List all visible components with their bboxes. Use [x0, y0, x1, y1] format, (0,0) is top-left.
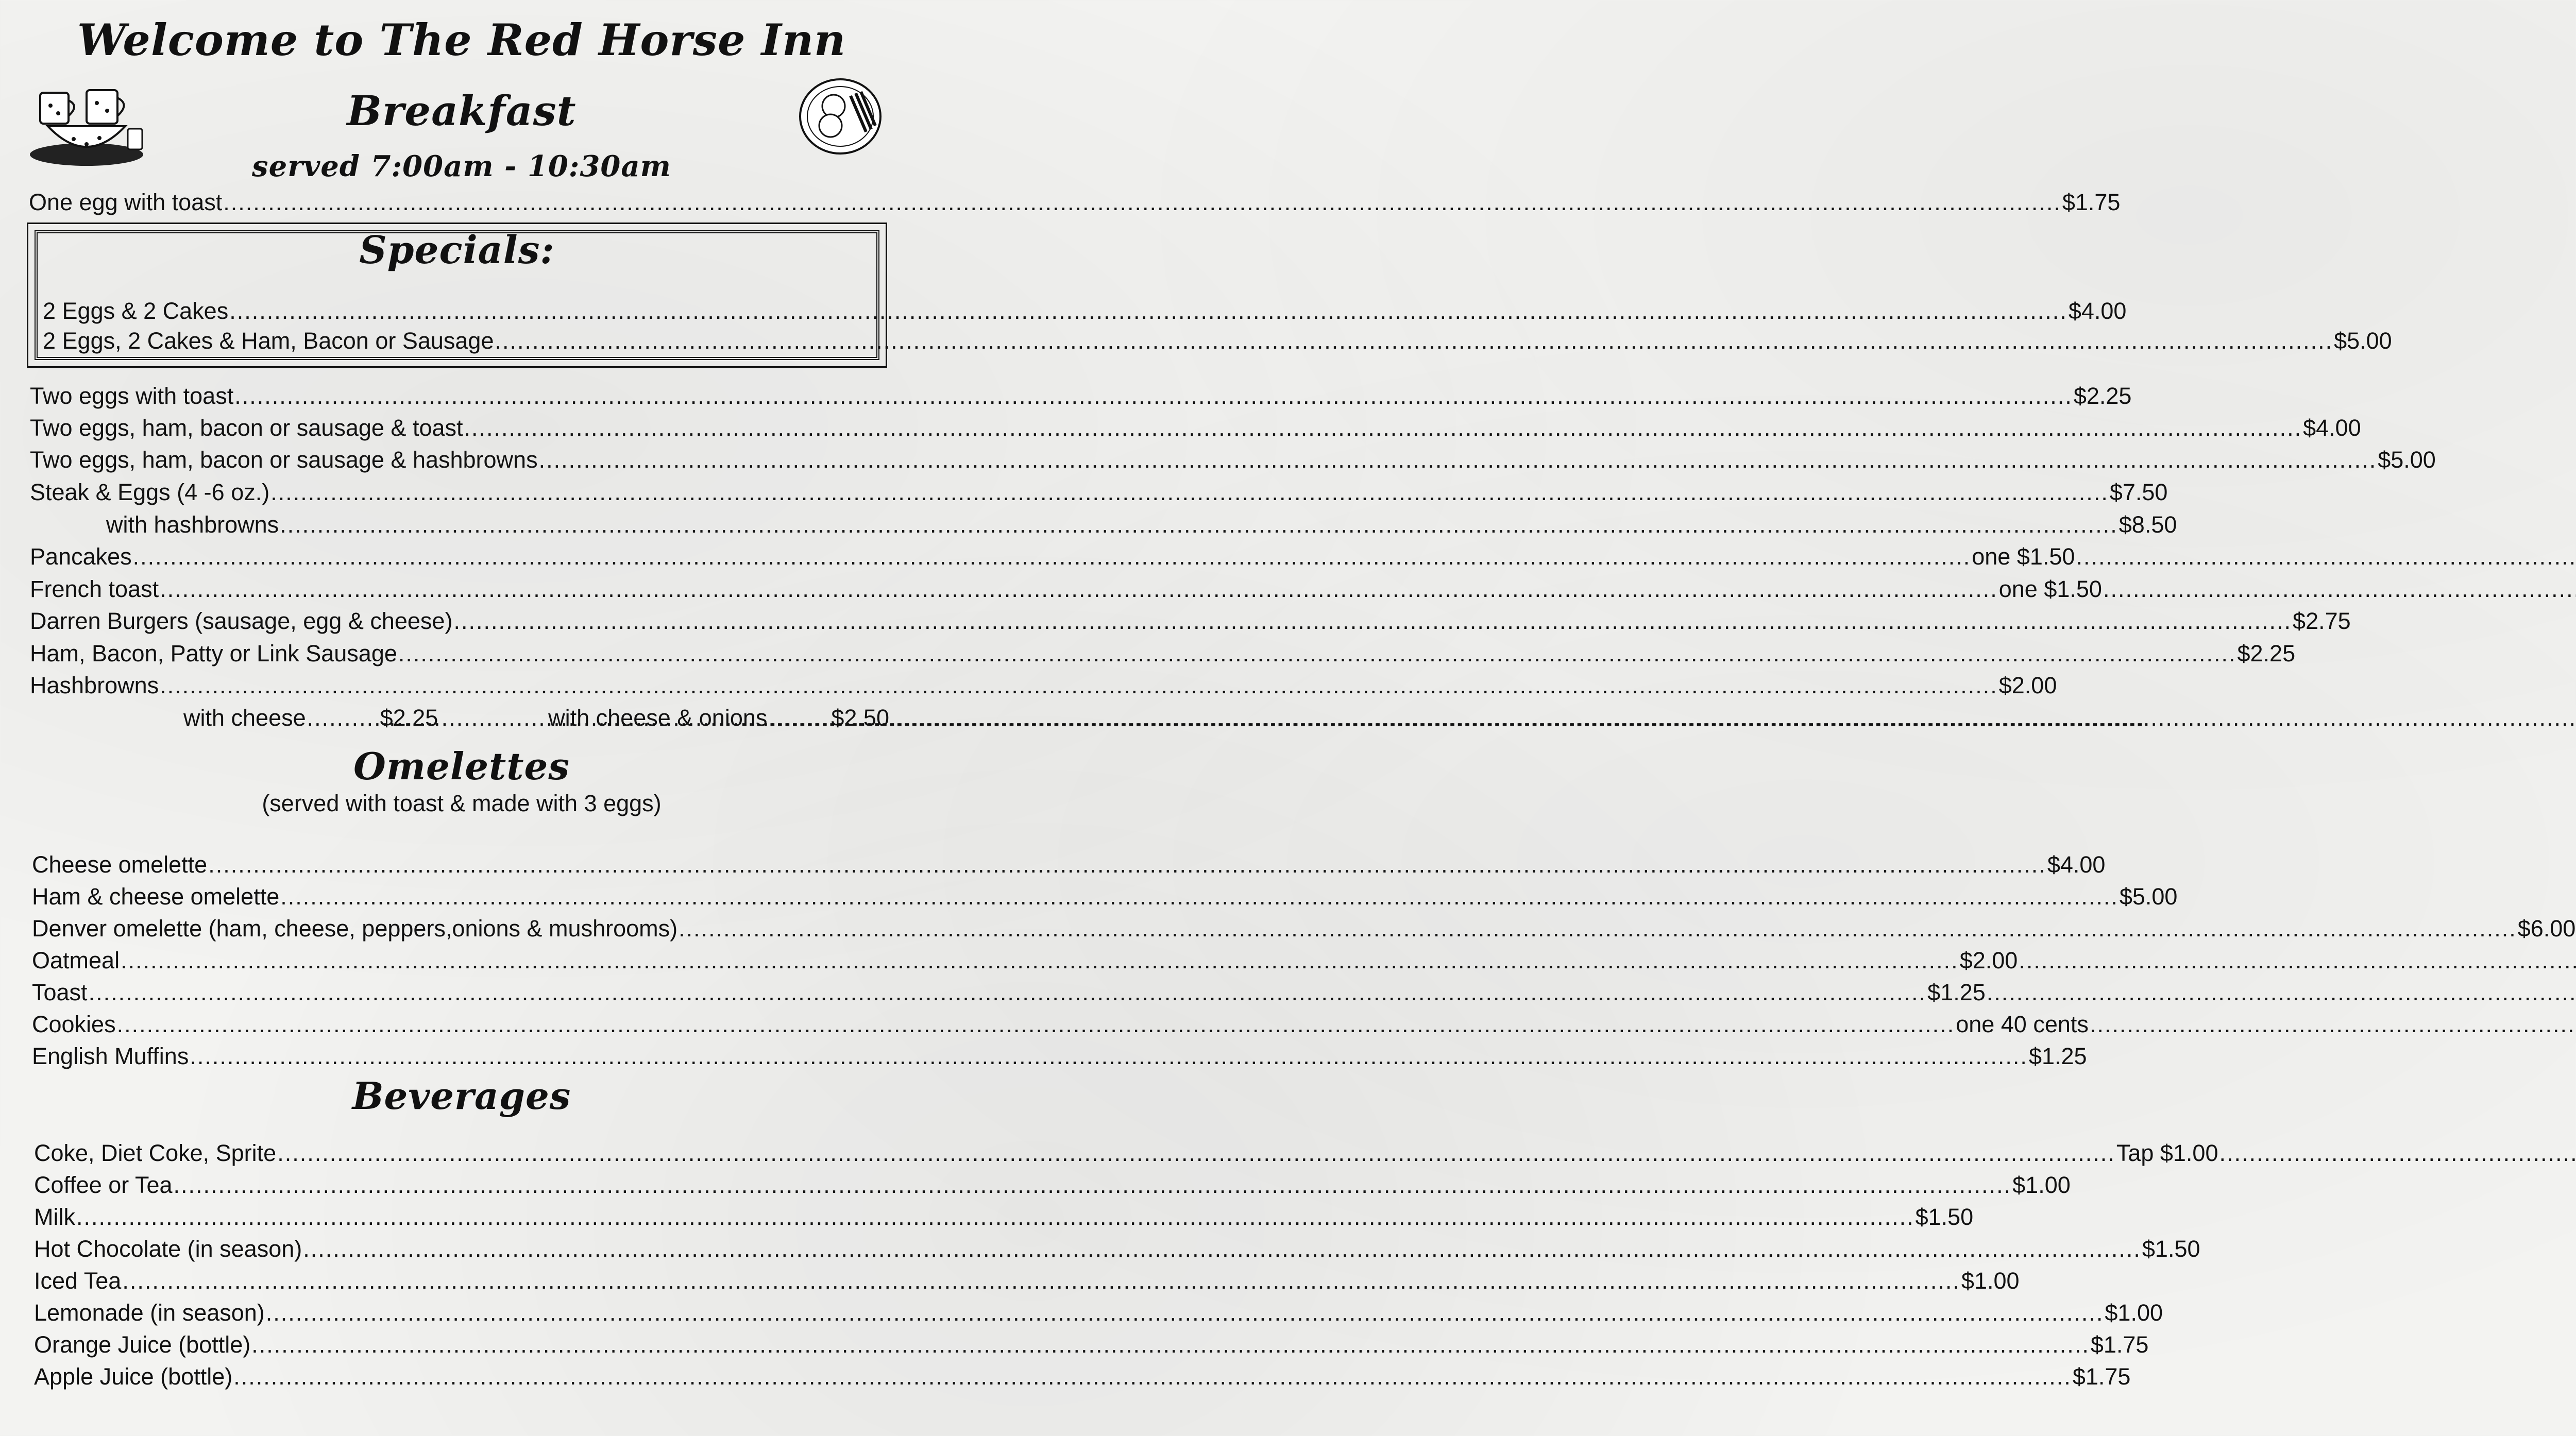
item-price: $5.00: [2378, 447, 2436, 473]
item-name: Coke, Diet Coke, Sprite: [34, 1140, 277, 1166]
list-item: [34, 1201, 1974, 1233]
item-name: Darren Burgers (sausage, egg & cheese): [30, 608, 453, 634]
page-title: Welcome to The Red Horse Inn: [77, 14, 846, 65]
item-price: $4.00: [2303, 415, 2361, 441]
option-label: with cheese & onions: [548, 705, 768, 731]
item-name: Iced Tea: [34, 1268, 122, 1294]
omelettes-title: Omelettes: [353, 744, 570, 788]
item-price: $2.00: [1998, 672, 2057, 698]
specials-box: [27, 223, 2392, 368]
item-name: 2 Eggs & 2 Cakes: [43, 298, 229, 324]
list-item: [30, 476, 2168, 508]
price-one: one $1.50: [1998, 576, 2102, 602]
price-tap: Tap $1.00: [2116, 1140, 2218, 1166]
list-item-oatmeal: [32, 945, 2018, 977]
item-name: Two eggs with toast: [30, 383, 234, 409]
item-name: with hashbrowns: [106, 511, 279, 538]
item-name: One egg with toast: [29, 189, 223, 215]
specials-title: Specials:: [359, 228, 555, 272]
list-item: [34, 1169, 2071, 1201]
list-item: [43, 325, 2392, 357]
item-price: $1.75: [2062, 189, 2121, 215]
item-name: Lemonade (in season): [34, 1300, 265, 1326]
list-item: [34, 1265, 2020, 1297]
list-item: [32, 1040, 2087, 1072]
list-item: [34, 1361, 2131, 1393]
list-item-pancakes: [30, 541, 2075, 573]
item-name: Hot Chocolate (in season): [34, 1236, 302, 1262]
list-item: [29, 186, 2121, 218]
list-item: [30, 380, 2132, 412]
item-name: Cheese omelette: [32, 851, 208, 878]
list-item-cookies: [32, 1008, 2089, 1040]
item-price: $2.25: [2073, 383, 2132, 409]
list-item: [34, 1297, 2163, 1329]
item-name: Steak & Eggs (4 -6 oz.): [30, 479, 270, 505]
item-price: $1.50: [2142, 1236, 2200, 1262]
item-price: $1.75: [2090, 1331, 2149, 1358]
list-item: [30, 412, 2361, 444]
list-item: [43, 295, 2127, 327]
menu-subtitle: Breakfast: [347, 87, 577, 135]
item-price: $4.00: [2047, 851, 2106, 878]
list-item: [30, 670, 2057, 702]
hashbrown-options: [183, 702, 889, 734]
list-item: [32, 881, 2178, 913]
item-price: $6.00: [2517, 915, 2576, 942]
option-label: with cheese: [183, 705, 306, 731]
item-name: Two eggs, ham, bacon or sausage & hashbrowns: [30, 447, 538, 473]
item-price: $1.25: [1927, 979, 1986, 1005]
serving-hours: served 7:00am - 10:30am: [252, 149, 671, 183]
item-price: $5.00: [2119, 883, 2178, 910]
item-name: Apple Juice (bottle): [34, 1363, 233, 1390]
item-price: $1.75: [2072, 1363, 2131, 1390]
item-price: $4.00: [2068, 298, 2127, 324]
list-item-french-toast: [30, 573, 2102, 605]
beverages-title: Beverages: [352, 1074, 571, 1118]
item-name: Cookies: [32, 1011, 116, 1037]
price-one: one $1.50: [1972, 543, 2075, 570]
item-price: $8.50: [2119, 511, 2177, 538]
item-price: $1.00: [2012, 1172, 2071, 1198]
item-name: French toast: [30, 576, 159, 602]
item-name: Milk: [34, 1204, 75, 1230]
coffee-cups-icon: [25, 77, 148, 170]
item-price: $1.50: [1915, 1204, 1974, 1230]
option-price: $2.50: [831, 705, 889, 731]
item-price: $2.00: [1959, 947, 2018, 973]
item-name: Two eggs, ham, bacon or sausage & toast: [30, 415, 463, 441]
list-item: [34, 1329, 2149, 1361]
omelettes-note: (served with toast & made with 3 eggs): [262, 790, 662, 816]
item-name: Oatmeal: [32, 947, 120, 973]
item-price: $7.50: [2109, 479, 2168, 505]
list-item-toast: [32, 977, 1986, 1008]
list-item: [34, 1233, 2200, 1265]
item-name: English Muffins: [32, 1043, 189, 1069]
item-name: Denver omelette (ham, cheese, peppers,onions & mushrooms): [32, 915, 678, 942]
item-name: Hashbrowns: [30, 672, 159, 698]
item-price: $1.25: [2028, 1043, 2087, 1069]
option-price: $2.25: [380, 705, 438, 731]
item-price: $1.00: [1961, 1268, 2020, 1294]
item-name: 2 Eggs, 2 Cakes & Ham, Bacon or Sausage: [43, 328, 494, 354]
item-name: Coffee or Tea: [34, 1172, 173, 1198]
item-name: Ham, Bacon, Patty or Link Sausage: [30, 640, 397, 666]
item-price: $2.75: [2293, 608, 2351, 634]
item-name: Ham & cheese omelette: [32, 883, 280, 910]
list-item: [30, 444, 2436, 476]
list-item-soda: [34, 1137, 2218, 1169]
item-name: Toast: [32, 979, 88, 1005]
list-item: [106, 509, 2177, 541]
list-item: [32, 913, 2576, 945]
list-item: [30, 638, 2296, 670]
item-price: $1.00: [2105, 1300, 2163, 1326]
item-name: Orange Juice (bottle): [34, 1331, 251, 1358]
eggs-bacon-plate-icon: [796, 75, 884, 158]
list-item: [32, 849, 2106, 881]
item-price: $5.00: [2334, 328, 2392, 354]
price-one: one 40 cents: [1956, 1011, 2089, 1037]
list-item: [30, 605, 2351, 637]
item-name: Pancakes: [30, 543, 132, 570]
item-price: $2.25: [2237, 640, 2296, 666]
